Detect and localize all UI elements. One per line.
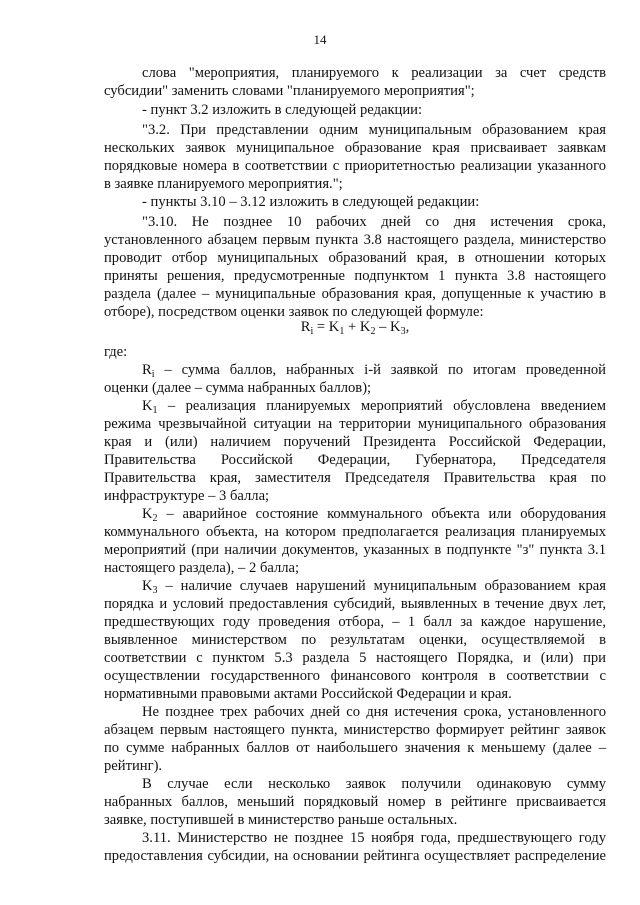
text-line: заявке, поступившей в министерство раньше остальных. xyxy=(104,812,458,828)
text-line: предоставления субсидии, на основании рейтинга осуществляет распределение xyxy=(104,848,606,864)
text-line: отборе), посредством оценки заявок по следующей формуле: xyxy=(104,304,484,320)
text-line: $K_2$ – аварийное состояние коммунального объекта или оборудования xyxy=(142,506,606,524)
text-line: порядковые номера в соответствии с приоритетностью реализации указанного xyxy=(104,158,606,174)
text-line: нормативными правовыми актами Российской Федерации и края. xyxy=(104,686,512,702)
text-line: "3.10. Не позднее 10 рабочих дней со дня истечения срока, xyxy=(142,214,606,230)
text-line: порядка и условий предоставления субсидий, выявленных в течение двух лет, xyxy=(104,596,606,612)
text-line: соответствии с пунктом 5.3 раздела 5 настоящего Порядка, и (или) при xyxy=(104,650,606,666)
text-line: раздела (далее – муниципальные образования края, допущенные к участию в xyxy=(104,286,606,302)
text-line: - пункты 3.10 – 3.12 изложить в следующей редакции: xyxy=(142,194,480,210)
text-line: $K_3$ – наличие случаев нарушений муниципальным образованием края xyxy=(142,578,606,596)
text-line: в заявке планируемого мероприятия."; xyxy=(104,176,343,192)
text-line: "3.2. При представлении одним муниципальным образованием края xyxy=(142,122,606,138)
text-line: приняты решения, предусмотренные подпунктом 1 пункта 3.8 настоящего xyxy=(104,268,606,284)
text-line: В случае если несколько заявок получили одинаковую сумму xyxy=(142,776,606,792)
text-line: 3.11. Министерство не позднее 15 ноября года, предшествующего году xyxy=(142,830,606,846)
text-line: мероприятий (при наличии документов, указанных в подпункте "з" пункта 3.1 xyxy=(104,542,606,558)
text-line: субсидии" заменить словами "планируемого мероприятия"; xyxy=(104,83,475,99)
text-line: по сумме набранных баллов от наибольшего значения к меньшему (далее – xyxy=(104,740,606,756)
text-line: оценки (далее – сумма набранных баллов); xyxy=(104,380,372,396)
text-line: края и (или) наличием поручений Президента Российской Федерации, xyxy=(104,434,606,450)
text-line: Не позднее трех рабочих дней со дня истечения срока, установленного xyxy=(142,704,606,720)
text-line: осуществлении государственного финансового контроля в соответствии с xyxy=(104,668,606,684)
text-line: - пункт 3.2 изложить в следующей редакции: xyxy=(142,102,423,118)
text-line: слова "мероприятия, планируемого к реализации за счет средств xyxy=(142,65,606,81)
text-line: нескольких заявок муниципальное образование края присваивает заявкам xyxy=(104,140,606,156)
text-line: абзацем первым настоящего пункта, министерство формирует рейтинг заявок xyxy=(104,722,606,738)
text-line: инфраструктуре – 3 балла; xyxy=(104,488,270,504)
text-line: предшествующих году проведения отбора, – 1 балл за каждое нарушение, xyxy=(104,614,606,630)
text-line: установленного абзацем первым пункта 3.8 настоящего раздела, министерство xyxy=(104,232,606,248)
text-line: настоящего раздела), – 2 балла; xyxy=(104,560,300,576)
text-line: проводит отбор муниципальных образований края, в отношении которых xyxy=(104,250,606,266)
text-line: Правительства Российской Федерации, Губернатора, Председателя xyxy=(104,452,606,468)
text-line: выявленное министерством по результатам оценки, осуществляемой в xyxy=(104,632,606,648)
text-line: рейтинг). xyxy=(104,758,163,774)
text-line: режима чрезвычайной ситуации на территории муниципального образования xyxy=(104,416,606,432)
page-number: 14 xyxy=(313,32,327,47)
text-line: коммунального объекта, на котором предполагается реализация планируемых xyxy=(104,524,606,540)
text-line: где: xyxy=(104,344,128,360)
text-line: $R_i$ – сумма баллов, набранных i-й заявкой по итогам проведенной xyxy=(142,362,606,380)
formula-line: $R_i = K_1 + K_2 - K_3$, xyxy=(300,319,410,337)
text-line: Правительства края, заместителя Председателя Правительства края по xyxy=(104,470,606,486)
text-line: набранных баллов, меньший порядковый номер в рейтинге присваивается xyxy=(104,794,606,810)
text-line: $K_1$ – реализация планируемых мероприятий обусловлена введением xyxy=(142,398,606,416)
